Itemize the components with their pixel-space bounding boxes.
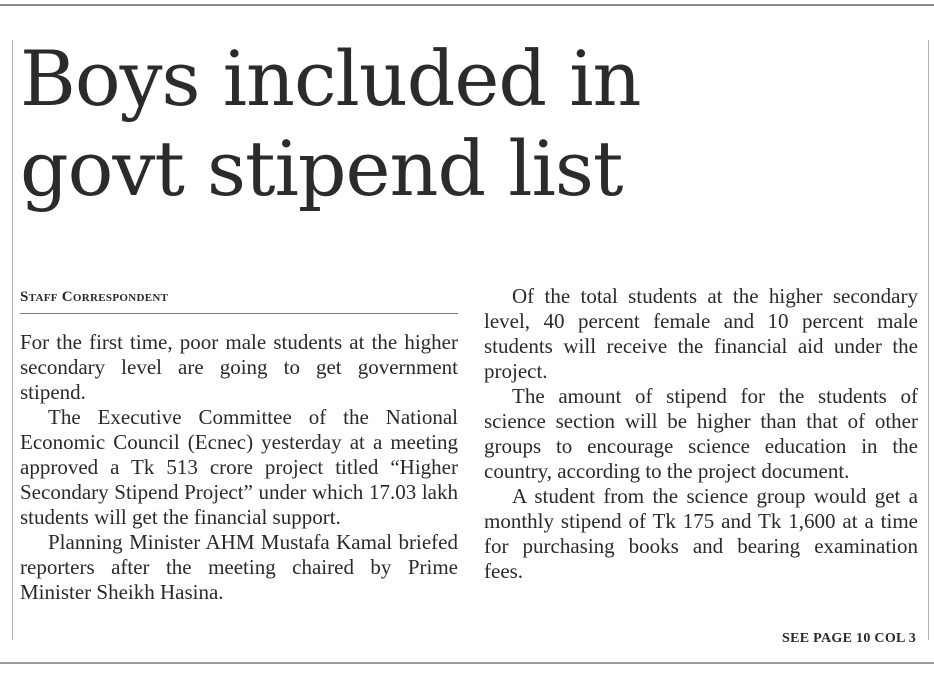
byline-block [20,287,458,314]
paragraph: Planning Minister AHM Mustafa Kamal briefed reporters after the meeting chaired by Prime Minister Sheikh Hasina. [20,530,458,604]
paragraph: For the first time, poor male students at the higher secondary level are going to get government stipend. [20,330,458,404]
top-rule [0,4,934,6]
paragraph: A student from the science group would get a monthly stipend of Tk 175 and Tk 1,600 at a time for purchasing books and bearing examination fees. [484,484,918,583]
paragraph: The amount of stipend for the students of science section will be higher than that of other groups to encourage science education in the country, according to the project document. [484,384,918,483]
right-column [484,284,918,584]
byline: Staff Correspondent [20,289,169,305]
left-column [20,330,458,605]
right-column-rule [928,40,929,640]
paragraph: The Executive Committee of the National Economic Council (Ecnec) yesterday at a meeting approved a Tk 513 crore project titled “Higher Secondary Stipend Project” under which 17.03 lakh students will get the financial support. [20,405,458,529]
headline-line-2: govt stipend list [20,124,623,213]
jump-line: SEE PAGE 10 COL 3 [782,631,916,646]
paragraph: Of the total students at the higher secondary level, 40 percent female and 10 percent male students will receive the financial aid under the project. [484,284,918,383]
left-column-rule [12,40,13,640]
headline [20,34,910,214]
bottom-rule [0,662,934,664]
byline-rule [20,313,458,314]
headline-line-1: Boys included in [20,34,641,123]
